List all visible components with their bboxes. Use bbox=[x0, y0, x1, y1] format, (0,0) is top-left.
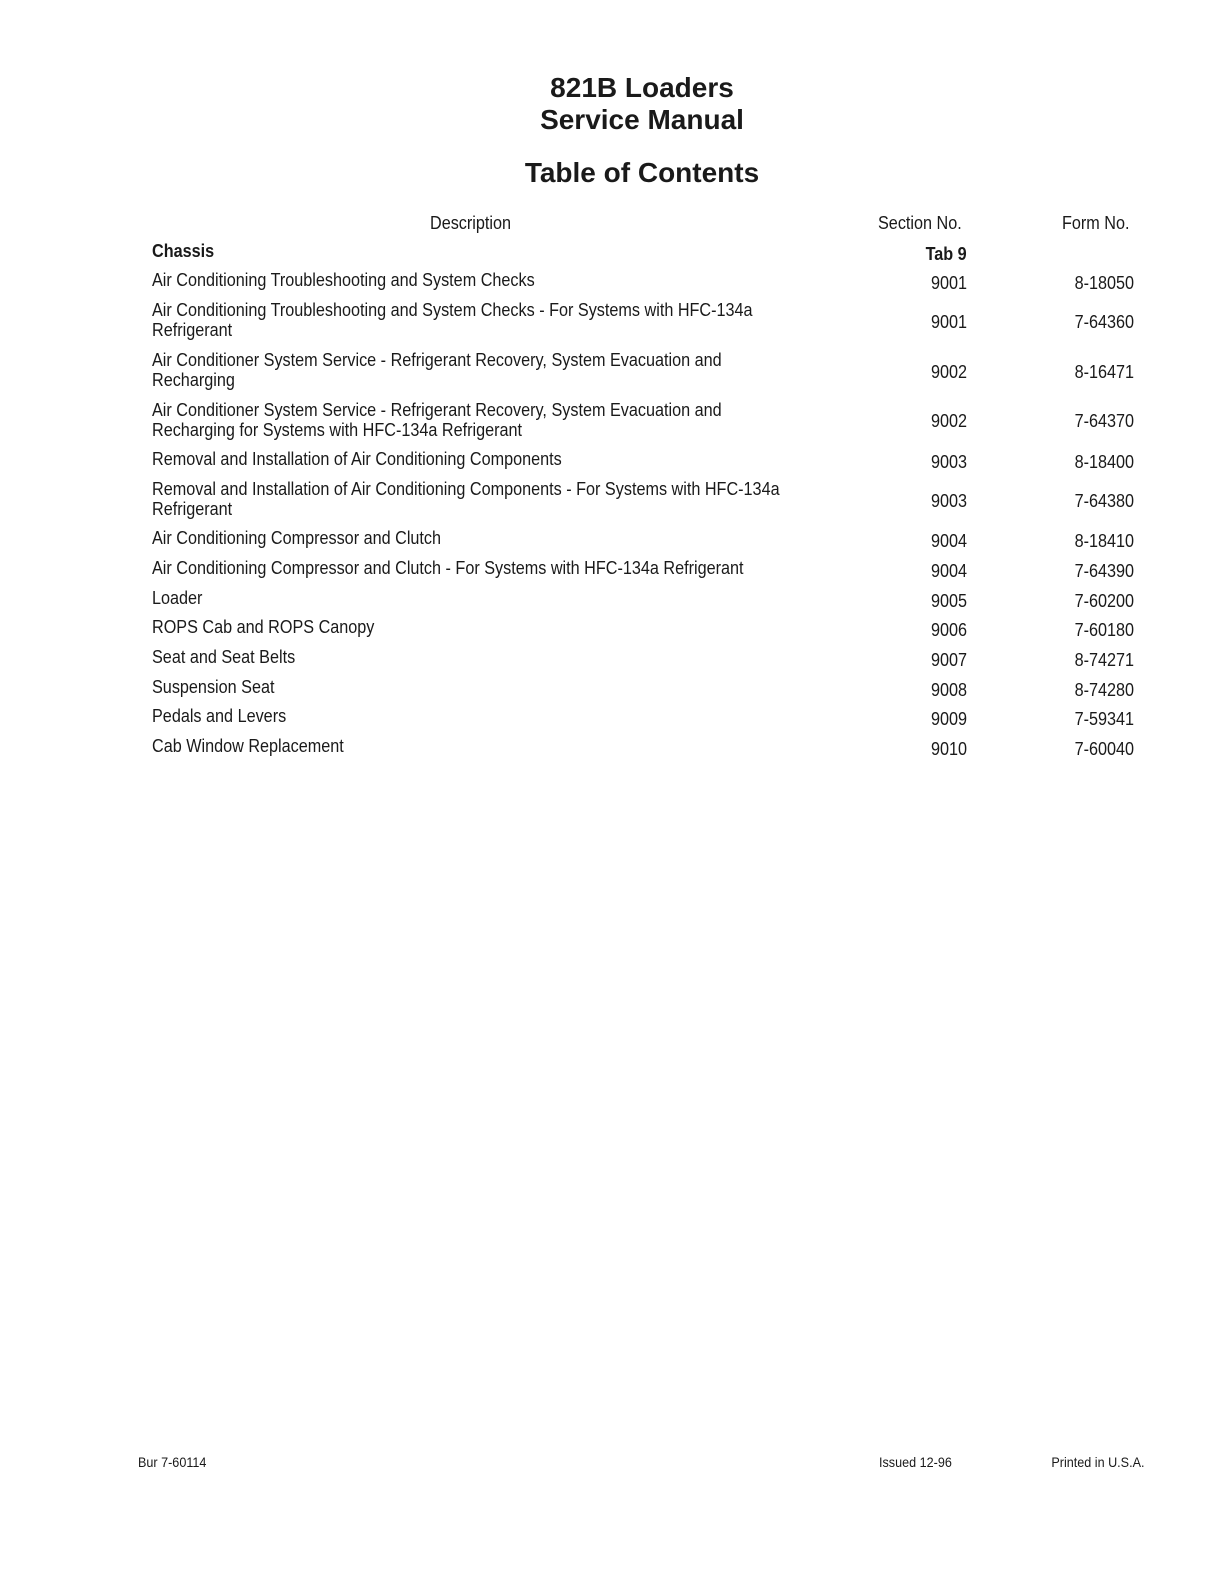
entry-section: 9005 bbox=[930, 591, 967, 611]
entry-section: 9003 bbox=[930, 491, 967, 511]
entry-form: 8-16471 bbox=[1074, 362, 1134, 382]
entry-form: 7-60200 bbox=[1074, 591, 1134, 611]
title-line-1: 821B Loaders bbox=[550, 72, 734, 103]
footer-issue-date: Issued 12-96 bbox=[879, 1454, 952, 1470]
entry-description: Suspension Seat bbox=[152, 677, 275, 697]
footer-printed-in: Printed in U.S.A. bbox=[1050, 1454, 1144, 1470]
entry-description: Air Conditioning Compressor and Clutch - For Systems with HFC-134a Refrigerant bbox=[152, 558, 744, 578]
entry-description: Air Conditioner System Service - Refrigerant Recovery, System Evacuation and Recharging bbox=[152, 350, 722, 390]
column-header-description: Description bbox=[430, 213, 512, 233]
group-tab-label: Tab 9 bbox=[925, 244, 967, 264]
entry-form: 7-64360 bbox=[1074, 312, 1134, 332]
entry-form: 7-60040 bbox=[1074, 739, 1134, 759]
entry-description: Cab Window Replacement bbox=[152, 736, 344, 756]
entry-section: 9001 bbox=[930, 312, 967, 332]
toc-heading: Table of Contents bbox=[524, 157, 760, 188]
entry-section: 9002 bbox=[930, 411, 967, 431]
entry-form: 7-64370 bbox=[1074, 411, 1134, 431]
entry-description: Loader bbox=[152, 588, 203, 608]
entry-section: 9004 bbox=[930, 531, 967, 551]
entry-section: 9009 bbox=[930, 709, 967, 729]
entry-description: Pedals and Levers bbox=[152, 706, 287, 726]
entry-form: 7-60180 bbox=[1074, 620, 1134, 640]
group-heading: Chassis bbox=[152, 241, 215, 261]
entry-description: Removal and Installation of Air Conditioning Components - For Systems with HFC-134a Refrigerant bbox=[152, 479, 780, 519]
title-line-2: Service Manual bbox=[540, 104, 744, 135]
entry-description: Air Conditioner System Service - Refrigerant Recovery, System Evacuation and Recharging for Systems with HFC-134a Refrigerant bbox=[152, 400, 722, 440]
entry-section: 9006 bbox=[930, 620, 967, 640]
entry-section: 9008 bbox=[930, 680, 967, 700]
entry-description: ROPS Cab and ROPS Canopy bbox=[152, 617, 375, 637]
entry-form: 7-64390 bbox=[1074, 561, 1134, 581]
entry-description: Air Conditioning Troubleshooting and System Checks bbox=[152, 270, 535, 290]
document-title bbox=[0, 72, 1224, 136]
entry-form: 8-74271 bbox=[1074, 650, 1134, 670]
entry-description: Air Conditioning Compressor and Clutch bbox=[152, 528, 442, 548]
entry-form: 8-18400 bbox=[1074, 452, 1134, 472]
entry-section: 9001 bbox=[930, 273, 967, 293]
entry-section: 9004 bbox=[930, 561, 967, 581]
entry-form: 8-18410 bbox=[1074, 531, 1134, 551]
entry-form: 8-18050 bbox=[1074, 273, 1134, 293]
entry-form: 7-64380 bbox=[1074, 491, 1134, 511]
entry-description: Air Conditioning Troubleshooting and System Checks - For Systems with HFC-134a Refrigerant bbox=[152, 300, 753, 340]
entry-section: 9002 bbox=[930, 362, 967, 382]
footer-document-number: Bur 7-60114 bbox=[138, 1454, 207, 1470]
entry-description: Removal and Installation of Air Conditioning Components bbox=[152, 449, 562, 469]
column-header-section: Section No. bbox=[878, 213, 962, 233]
entry-section: 9003 bbox=[930, 452, 967, 472]
entry-description: Seat and Seat Belts bbox=[152, 647, 296, 667]
entry-section: 9010 bbox=[930, 739, 967, 759]
column-header-form: Form No. bbox=[1062, 213, 1130, 233]
entry-form: 7-59341 bbox=[1074, 709, 1134, 729]
entry-form: 8-74280 bbox=[1074, 680, 1134, 700]
entry-section: 9007 bbox=[930, 650, 967, 670]
